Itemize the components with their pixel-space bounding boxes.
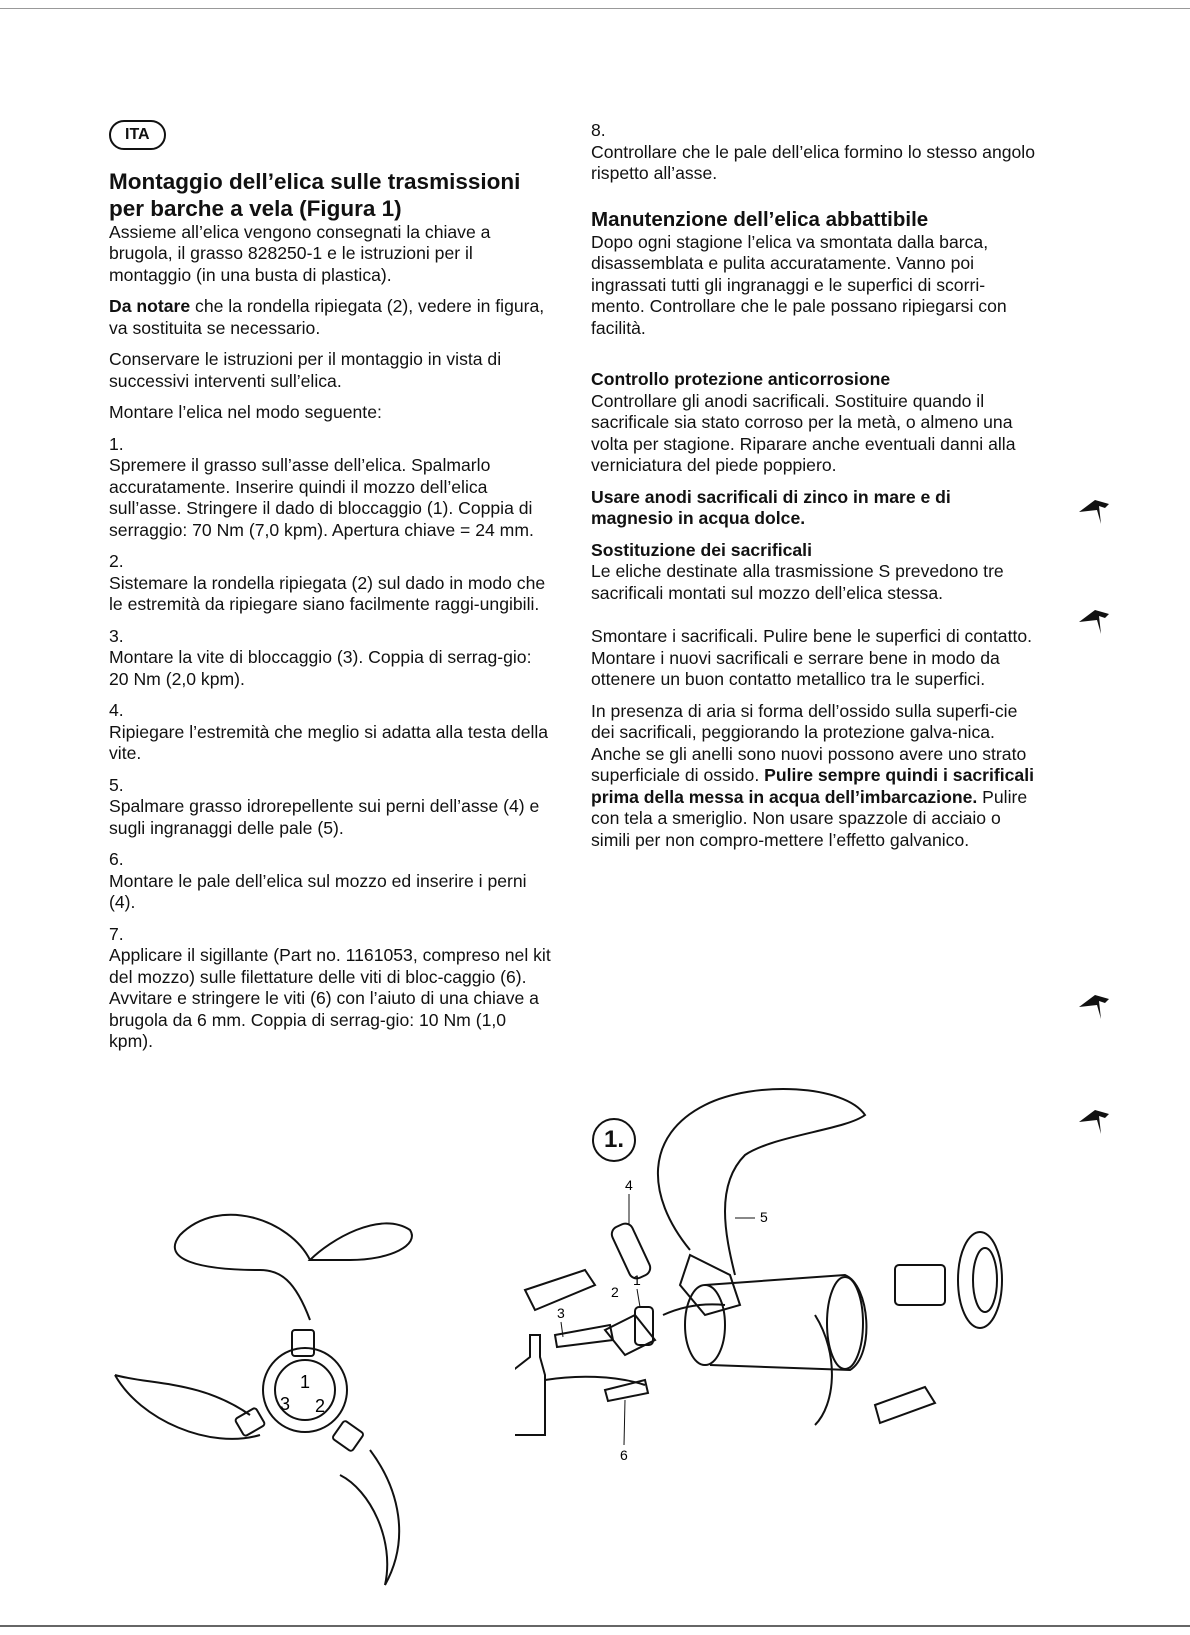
large-blade — [658, 1089, 865, 1275]
binding-mark-icon — [1075, 600, 1115, 640]
binding-mark-icon — [1075, 985, 1115, 1025]
step-number: 4. — [109, 700, 124, 720]
oxide-text-a: In presenza di aria si forma dell’ossido sulla superfi-cie dei sacrificali, peggiorando la protezione galva-nica. Anche se gli anelli sono nuovi possono avere uno strato superficiale di ossido. — [591, 700, 1027, 785]
right-column — [591, 120, 1036, 851]
figure-number-badge: 1. — [592, 1118, 636, 1162]
hub-label: 2 — [315, 1396, 326, 1416]
callout-label: 4 — [625, 1177, 633, 1193]
zinc-note: Usare anodi sacrificali di zinco in mare e di magnesio in acqua dolce. — [591, 486, 951, 528]
intro-paragraph: Assieme all’elica vengono consegnati la chiave a brugola, il grasso 828250-1 e le istruzioni per il montaggio (in una busta di plastica). — [109, 221, 491, 285]
hub-front — [685, 1285, 725, 1365]
left-column — [109, 120, 554, 1053]
step-text: Sistemare la rondella ripiegata (2) sul dado in modo che le estremità da ripiegare siano facilmente raggi-ungibili. — [109, 572, 546, 614]
callout-label: 5 — [760, 1209, 768, 1225]
shaft-spline — [895, 1265, 945, 1305]
step-text: Montare la vite di bloccaggio (3). Coppia di serrag-gio: 20 Nm (2,0 kpm). — [109, 647, 532, 689]
step-number: 2. — [109, 551, 124, 571]
exploded-assembly-illustration — [515, 1075, 1055, 1555]
keep-paragraph: Conservare le istruzioni per il montaggio in vista di successivi interventi sull’elica. — [109, 349, 502, 391]
step-text: Spalmare grasso idrorepellente sui perni dell’asse (4) e sugli ingranaggi delle pale (5). — [109, 796, 540, 838]
shaft-flange — [958, 1232, 1002, 1328]
step-text: Montare le pale dell’elica sul mozzo ed inserire i perni (4). — [109, 870, 527, 912]
grease-tube — [875, 1387, 935, 1423]
binding-mark-icon — [1075, 1100, 1115, 1140]
maintenance-text: Dopo ogni stagione l’elica va smontata dalla barca, disassemblata e pulita accuratamente. Vanno poi ingrassati tutti gli ingranaggi e le superfici di scorri-mento. Controllare che le pale possano ripiegarsi con facilità. — [591, 231, 1007, 338]
callout-label: 2 — [611, 1284, 619, 1300]
callout-label: 6 — [620, 1447, 628, 1463]
left-title: Montaggio dell’elica sulle trasmissioni per barche a vela (Figura 1) — [109, 168, 521, 221]
step-number: 7. — [109, 923, 124, 944]
bottom-rule — [0, 1625, 1190, 1627]
hub-label: 3 — [280, 1394, 291, 1414]
propeller-blade — [370, 1450, 399, 1585]
propeller-front-view-illustration — [110, 1200, 440, 1590]
oxide-paragraph — [591, 701, 1036, 852]
step-text: Controllare che le pale dell’elica formino lo stesso angolo rispetto all’asse. — [591, 141, 1036, 183]
pin — [609, 1221, 653, 1281]
step-text: Applicare il sigillante (Part no. 1161053, compreso nel kit del mozzo) sulle filettature delle viti di bloc-caggio (6). Avvitare e stringere le viti (6) con l’aiuto di una chiave a brugola da 6 mm. Coppia di serrag-gio: 10 Nm (1,0 kpm). — [109, 945, 551, 1051]
corrosion-text: Controllare gli anodi sacrificali. Sostituire quando il sacrificale sia stato corroso per la metà, o almeno una volta per stagione. Riparare anche eventuali danni alla verniciatura del piede poppiero. — [591, 390, 1016, 475]
language-badge: ITA — [109, 120, 166, 150]
top-rule — [0, 8, 1190, 9]
oxide-bold: Pulire sempre quindi i sacrificali prima della messa in acqua dell’imbarcazione. — [591, 765, 1034, 807]
sealant-bottle — [515, 1335, 545, 1435]
step-text: Spremere il grasso sull’asse dell’elica. Spalmarlo accuratamente. Inserire quindi il mozzo dell’elica sull’asse. Stringere il dado di bloccaggio (1). Coppia di serraggio: 70 Nm (7,0 kpm). Apertura chiave = 24 mm. — [109, 455, 534, 540]
step-text: Ripiegare l’estremità che meglio si adatta alla testa della vite. — [109, 721, 549, 763]
note-bold: Da notare — [109, 296, 191, 316]
note-paragraph — [109, 296, 554, 339]
note-rest: che la rondella ripiegata (2), vedere in figura, va sostituita se necessario. — [109, 296, 545, 338]
dismount-text: Smontare i sacrificali. Pulire bene le superfici di contatto. Montare i nuovi sacrificali e serrare bene in modo da ottenere un buon contatto metallico tra le superfici. — [591, 626, 1033, 689]
corrosion-title: Controllo protezione anticorrosione — [591, 369, 891, 389]
lock-screw — [555, 1325, 613, 1347]
oxide-text-b: Pulire con tela a smeriglio. Non usare spazzole di acciaio o simili per non compro-mettere l’effetto galvanico. — [591, 786, 1028, 850]
hub-label: 1 — [300, 1372, 311, 1392]
step-number: 6. — [109, 849, 124, 869]
step-number: 5. — [109, 774, 124, 795]
step-number: 1. — [109, 433, 124, 454]
replacement-title: Sostituzione dei sacrificali — [591, 539, 812, 560]
binding-mark-icon — [1075, 490, 1115, 530]
callout-label: 3 — [557, 1305, 565, 1321]
propeller-blade — [175, 1215, 310, 1320]
callout-label: 1 — [633, 1272, 641, 1288]
mount-intro: Montare l’elica nel modo seguente: — [109, 402, 382, 422]
step-number: 8. — [591, 120, 606, 140]
hub-body — [705, 1275, 866, 1370]
step-number: 3. — [109, 625, 124, 646]
replacement-text: Le eliche destinate alla trasmissione S prevedono tre sacrificali montati sul mozzo dell’elica stessa. — [591, 561, 1004, 603]
maintenance-title: Manutenzione dell’elica abbattibile — [591, 207, 929, 231]
grease-tube — [525, 1270, 595, 1310]
